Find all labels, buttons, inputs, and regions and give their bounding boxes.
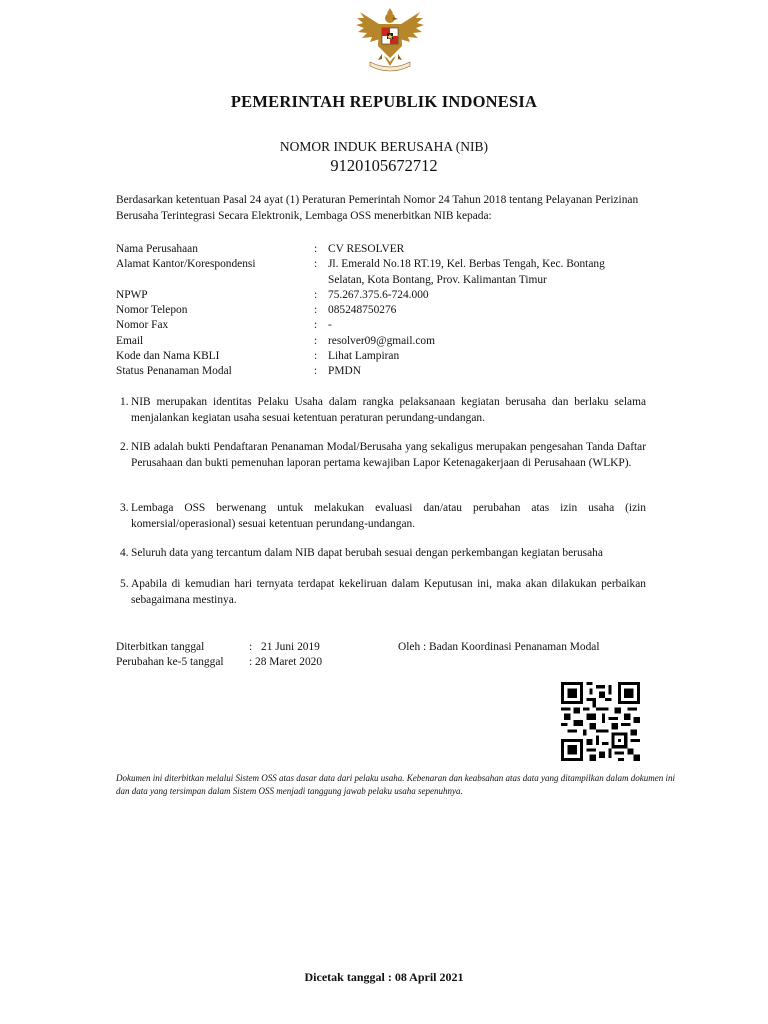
detail-value: - xyxy=(328,319,332,331)
detail-separator: : xyxy=(314,365,318,377)
qr-code-icon xyxy=(561,682,640,761)
detail-value: Jl. Emerald No.18 RT.19, Kel. Berbas Tengah, Kec. Bontang Selatan, Kota Bontang, Prov. Kalimantan Timur xyxy=(328,258,605,286)
detail-separator: : xyxy=(314,335,318,347)
garuda-emblem-icon xyxy=(352,6,428,72)
list-item xyxy=(116,577,646,608)
issued-label: Diterbitkan tanggal xyxy=(116,641,205,653)
detail-separator: : xyxy=(314,304,318,316)
detail-value: Lihat Lampiran xyxy=(328,350,400,362)
detail-label: Nomor Fax xyxy=(116,319,169,331)
detail-label: Alamat Kantor/Korespondensi xyxy=(116,258,256,270)
detail-label: Nama Perusahaan xyxy=(116,243,198,255)
detail-label: NPWP xyxy=(116,289,148,301)
detail-separator: : xyxy=(314,258,318,270)
detail-value: CV RESOLVER xyxy=(328,243,405,255)
list-item-number: 5. xyxy=(120,578,129,590)
list-item xyxy=(116,395,646,426)
detail-value: resolver09@gmail.com xyxy=(328,335,435,347)
list-item-number: 4. xyxy=(120,547,129,559)
intro-paragraph: Berdasarkan ketentuan Pasal 24 ayat (1) Peraturan Pemerintah Nomor 24 Tahun 2018 tentang Pelayanan Perizinan Berusaha Terintegrasi Secara Elektronik, Lembaga OSS menerbitkan NIB kepada: xyxy=(116,194,639,222)
detail-separator: : xyxy=(314,243,318,255)
list-item-text: NIB merupakan identitas Pelaku Usaha dalam rangka pelaksanaan kegiatan berusaha dan berlaku selama menjalankan kegiatan usaha sesuai ketentuan peraturan perundang-undangan. xyxy=(131,396,646,424)
issuer: Oleh : Badan Koordinasi Penanaman Modal xyxy=(398,641,600,653)
detail-value: 085248750276 xyxy=(328,304,397,316)
list-item-number: 1. xyxy=(120,396,129,408)
government-title: PEMERINTAH REPUBLIK INDONESIA xyxy=(230,92,538,111)
detail-label: Nomor Telepon xyxy=(116,304,188,316)
detail-value: PMDN xyxy=(328,365,361,377)
document-title: NOMOR INDUK BERUSAHA (NIB) xyxy=(279,139,489,154)
revision-date: : 28 Maret 2020 xyxy=(249,656,323,668)
detail-label: Status Penanaman Modal xyxy=(116,365,232,377)
detail-separator: : xyxy=(314,319,318,331)
detail-separator: : xyxy=(314,289,318,301)
issued-date: 21 Juni 2019 xyxy=(261,641,320,653)
detail-value: 75.267.375.6-724.000 xyxy=(328,289,429,301)
detail-label: Email xyxy=(116,335,144,347)
detail-separator: : xyxy=(314,350,318,362)
list-item-text: Lembaga OSS berwenang untuk melakukan evaluasi dan/atau perubahan atas izin usaha (izin komersial/operasional) sesuai ketentuan perundang-undangan. xyxy=(131,502,646,530)
revision-label: Perubahan ke-5 tanggal xyxy=(116,656,224,668)
list-item-text: NIB adalah bukti Pendaftaran Penanaman Modal/Berusaha yang sekaligus merupakan pengesahan Tanda Daftar Perusahaan dan bukti pemenuhan laporan pertama kewajiban Lapor Ketenagakerjaan di Perusahaan (WLKP). xyxy=(131,441,646,469)
disclaimer: Dokumen ini diterbitkan melalui Sistem OSS atas dasar data dari pelaku usaha. Kebenaran dan keabsahan atas data yang ditampilkan dalam dokumen ini dan data yang tersimpan dalam Sistem OSS menjadi tanggung jawab pelaku usaha sepenuhnya. xyxy=(116,773,675,796)
list-item-text: Apabila di kemudian hari ternyata terdapat kekeliruan dalam Keputusan ini, maka akan dilakukan perbaikan sebagaimana mestinya. xyxy=(131,578,646,606)
list-item-number: 3. xyxy=(120,502,129,514)
nib-number: 9120105672712 xyxy=(330,156,438,175)
detail-label: Kode dan Nama KBLI xyxy=(116,350,220,362)
list-item xyxy=(116,546,646,562)
list-item xyxy=(116,501,646,532)
issued-separator: : xyxy=(249,641,253,653)
list-item xyxy=(116,440,646,471)
list-item-text: Seluruh data yang tercantum dalam NIB dapat berubah sesuai dengan perkembangan kegiatan berusaha xyxy=(131,547,603,559)
list-item-number: 2. xyxy=(120,441,129,453)
printed-date: Dicetak tanggal : 08 April 2021 xyxy=(304,970,464,984)
